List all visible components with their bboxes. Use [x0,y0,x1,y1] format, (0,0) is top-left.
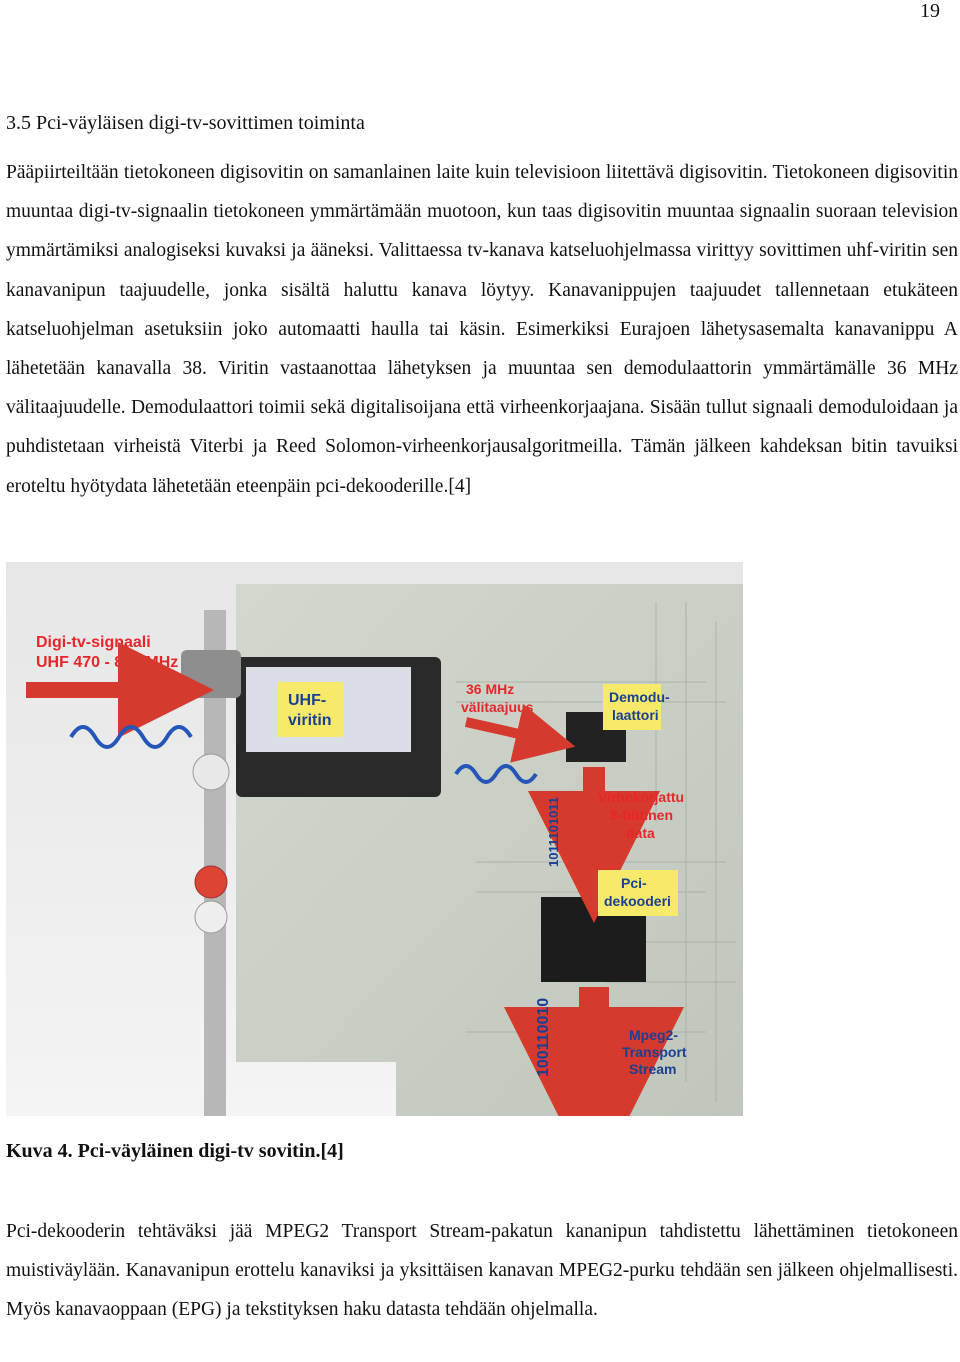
pcidec-label-line1: Pci- [621,875,647,891]
errcorr-label-line3: data [626,825,655,841]
audio-connector-red [195,866,227,898]
section-heading: 3.5 Pci-väyläisen digi-tv-sovittimen toiminta [6,112,365,134]
figure-caption: Kuva 4. Pci-väyläinen digi-tv sovitin.[4] [6,1140,344,1162]
mpeg-label-line3: Stream [629,1061,677,1077]
pcidec-label-line2: dekooderi [604,893,671,909]
tuner-label-line1: UHF- [288,692,327,709]
bits-lower-label: 100110010 [535,997,552,1077]
demod-label-line2: laattori [612,707,659,723]
video-connector [193,754,229,790]
if-label-line1: 36 MHz [466,681,515,697]
mpeg-label-line2: Transport [622,1044,687,1060]
errcorr-label-line2: 8-bittinen [610,807,673,823]
bits-upper-label: 1011101011 [546,796,561,867]
body-paragraph-2: Pci-dekooderin tehtäväksi jää MPEG2 Transport Stream-pakatun kananipun tahdistettu lähettäminen tietokoneen muistiväylään. Kanavanipun erottelu kanaviksi ja yksittäisen kanavan MPEG2-purku tehdään sen jälkeen ohjelmallisesti. Myös kanavaoppaan (EPG) ja tekstityksen haku datasta tehdään ohjelmalla. [6,1221,958,1321]
page-number: 19 [920,0,940,22]
if-label-line2: välitaajuus [461,699,534,715]
figure-illustration [6,562,743,1116]
signal-label-line1: Digi-tv-signaali [36,634,151,651]
audio-connector-white [195,901,227,933]
demod-label-line1: Demodu- [609,689,670,705]
antenna-connector [181,650,241,698]
figure-pci-tv-card [6,562,743,1116]
mpeg-label-line1: Mpeg2- [629,1027,678,1043]
signal-label-line2: UHF 470 - 862 MHz [36,654,179,671]
body-paragraph-1: Pääpiirteiltään tietokoneen digisovitin on samanlainen laite kuin televisioon liitettävä digisovitin. Tietokoneen digisovitin muuntaa digi-tv-signaalin tietokoneen ymmärtämään muotoon, kun taas digisovitin muuntaa signaalin suoraan television ymmärtämiksi analogiseksi kuvaksi ja ääneksi. Valittaessa tv-kanava katseluohjelmassa virittyy sovittimen uhf-viritin sen kanavanipun taajuudelle, jonka sisältä haluttu kanava löytyy. Kanavanippujen taajuudet tallennetaan etukäteen katseluohjelman asetuksiin joko automaatti haulla tai käsin. Esimerkiksi Eurajoen lähetysasemalta kanavanippu A lähetetään kanavalla 38. Viritin vastaanottaa lähetyksen ja muuntaa sen demodulaattorin ymmärtämälle 36 MHz välitaajuudelle. Demodulaattori toimii sekä digitalisoijana että virheenkorjaajana. Sisään tullut signaali demoduloidaan ja puhdistetaan virheistä Viterbi ja Reed Solomon-virheenkorjausalgoritmeilla. Tämän jälkeen kahdeksan bitin tavuiksi eroteltu hyötydata lähetetään eteenpäin pci-dekooderille.[4] [6,162,958,497]
tuner-label-line2: viritin [288,712,332,729]
errcorr-label-line1: Virhekorjattu [598,789,685,805]
